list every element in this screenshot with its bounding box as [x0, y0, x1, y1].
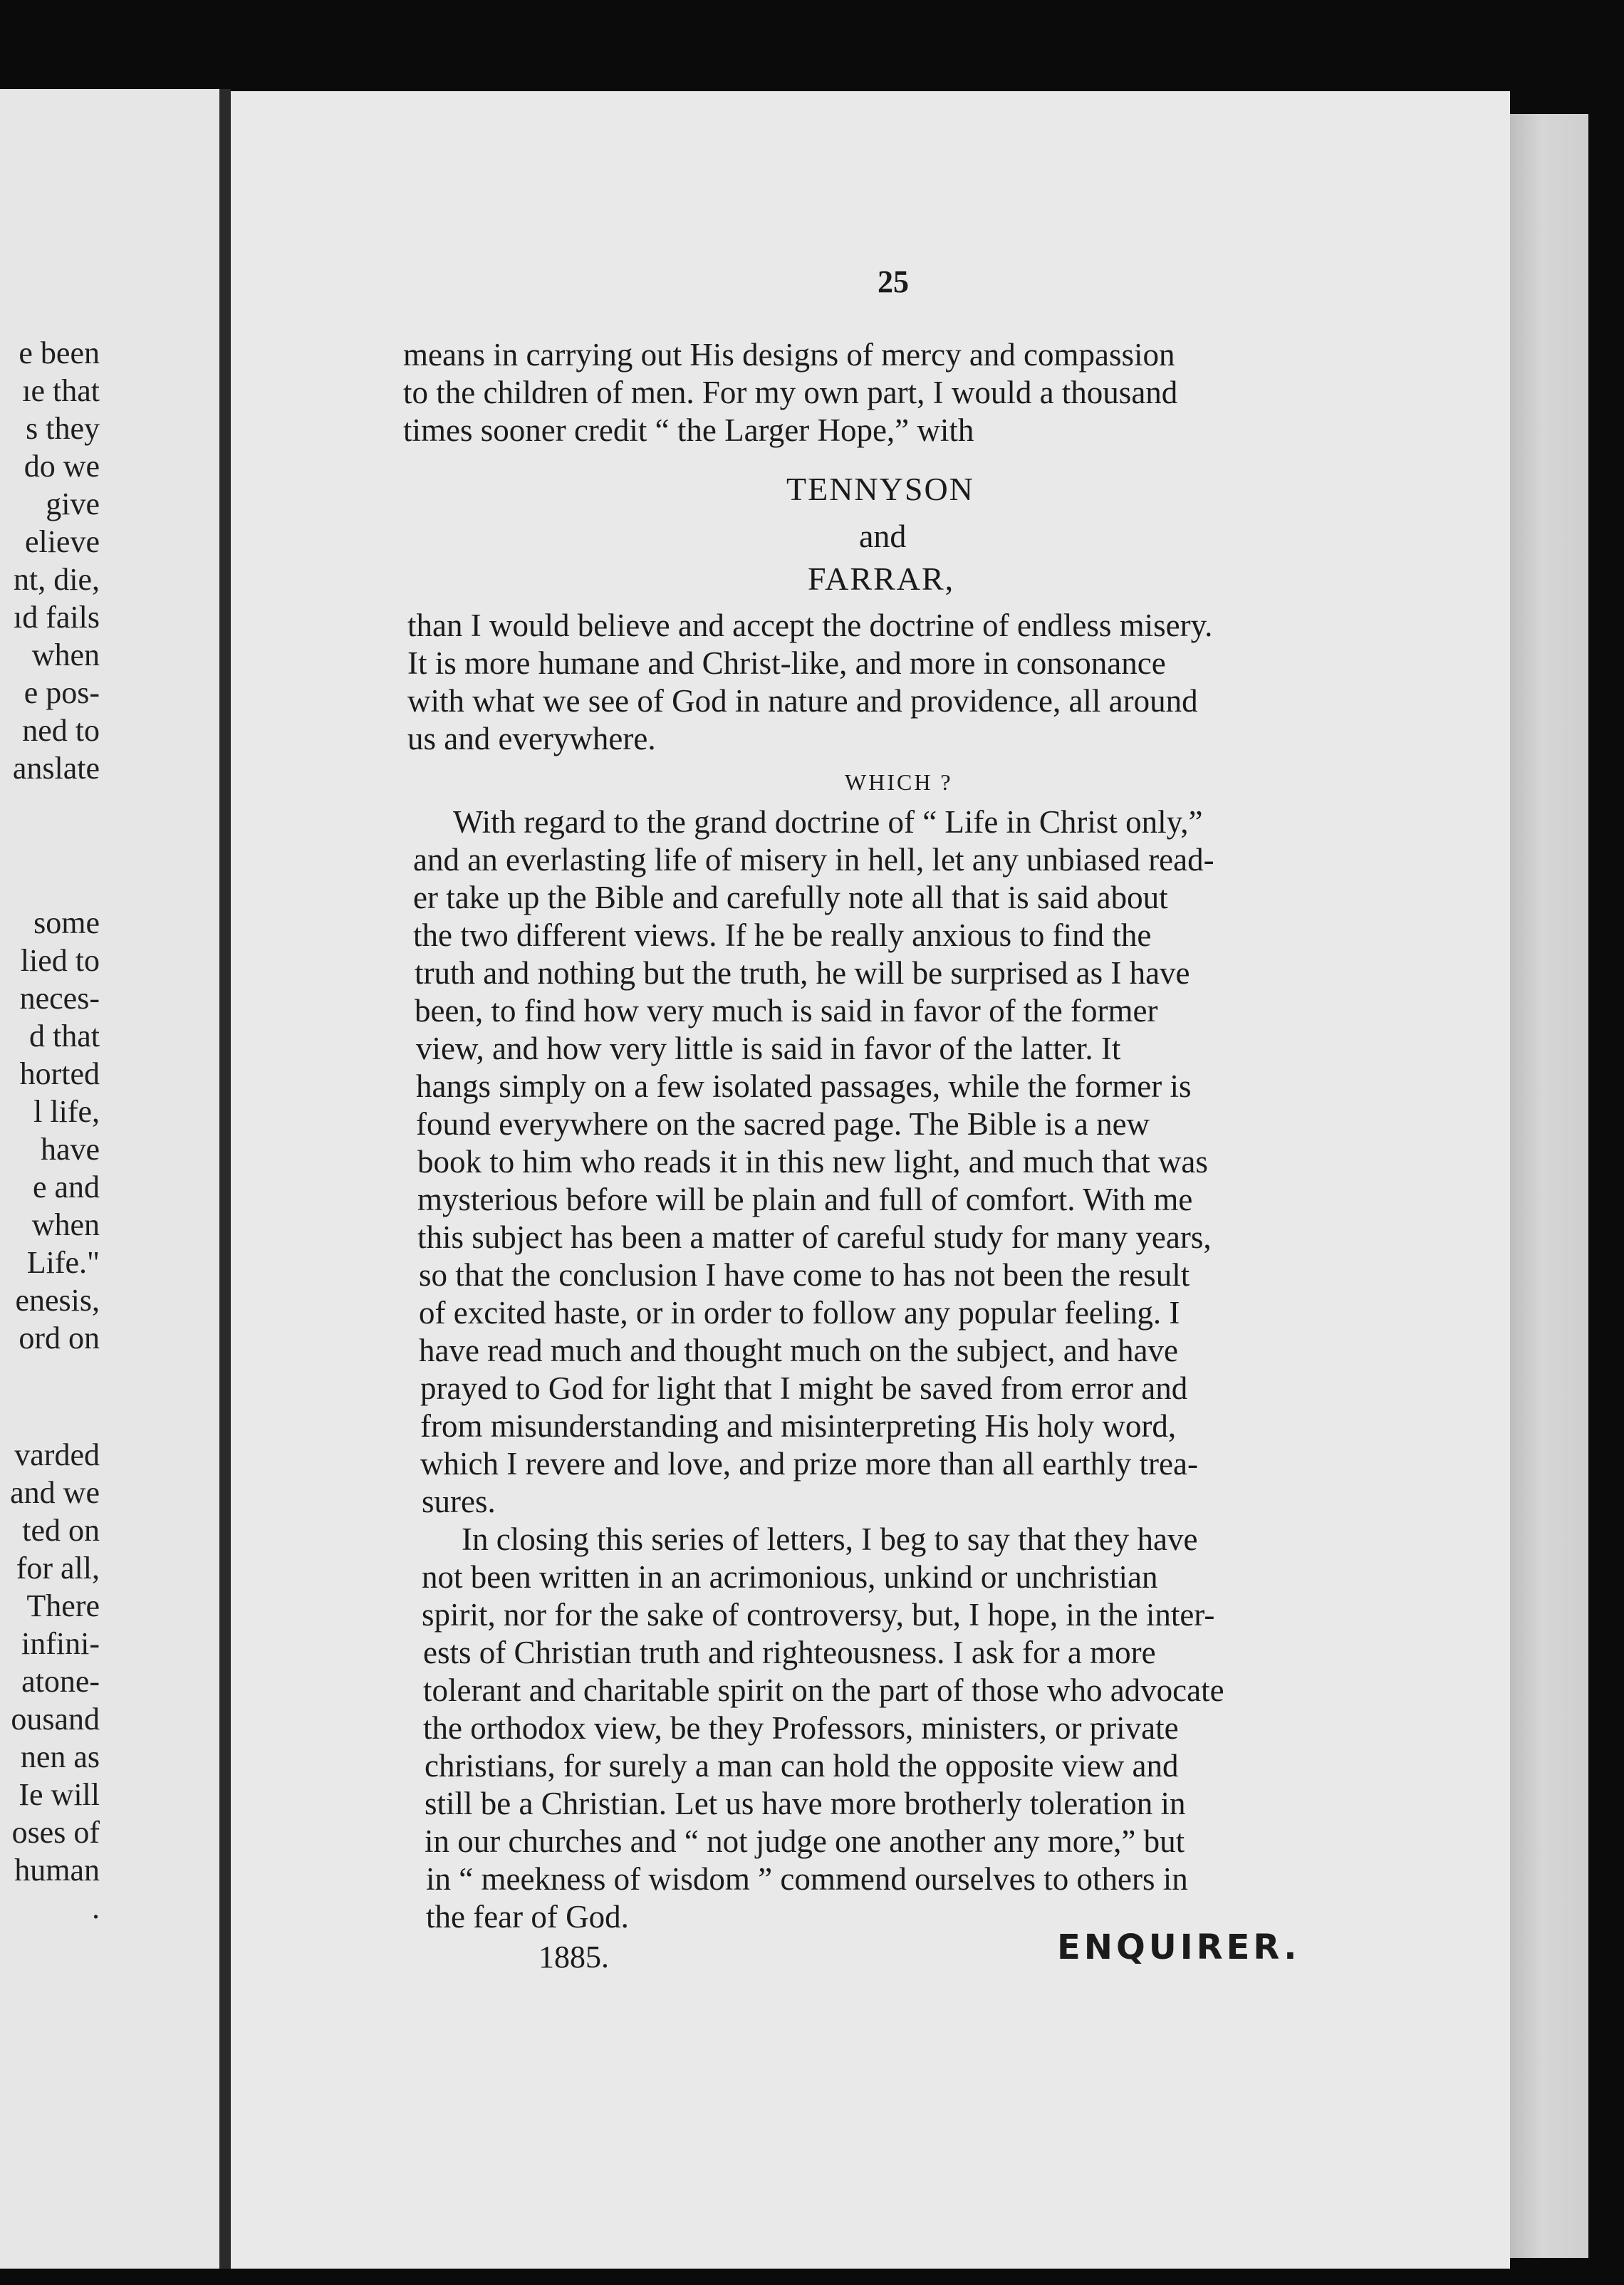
text-line: than I would believe and accept the doctrine of endless misery. [407, 608, 1213, 643]
margin-fragment: elieve [24, 524, 100, 559]
paragraph-line: er take up the Bible and carefully note all that is said about [413, 880, 1168, 915]
margin-fragment: ousand [11, 1702, 100, 1737]
text-line: It is more humane and Christ-like, and more in consonance [407, 645, 1166, 681]
margin-fragment: . [92, 1890, 100, 1925]
paragraph-line: have read much and thought much on the subject, and have [419, 1333, 1178, 1368]
margin-fragment: and we [10, 1475, 100, 1510]
margin-fragment: for all, [16, 1551, 100, 1586]
paragraph-line: so that the conclusion I have come to has not been the result [419, 1257, 1190, 1293]
paragraph-line: the two different views. If he be really anxious to find the [413, 917, 1152, 953]
margin-fragment: give [46, 486, 100, 521]
paragraph-line: been, to find how very much is said in favor of the former [415, 993, 1158, 1029]
page-number: 25 [878, 264, 909, 299]
name-farrar: FARRAR, [808, 561, 955, 597]
text-line: us and everywhere. [407, 721, 656, 756]
paragraph-line: still be a Christian. Let us have more brotherly toleration in [425, 1786, 1186, 1821]
margin-fragment: anslate [12, 751, 100, 786]
margin-fragment: s they [26, 411, 100, 446]
margin-fragment: horted [19, 1056, 100, 1091]
margin-fragment: nen as [20, 1739, 100, 1774]
paragraph-line: the fear of God. [426, 1899, 629, 1935]
paragraph-line: in our churches and “ not judge one another any more,” but [425, 1823, 1185, 1859]
page-edge-shadow [1510, 114, 1588, 2258]
paragraph-line: hangs simply on a few isolated passages, while the former is [416, 1068, 1192, 1104]
paragraph-line: truth and nothing but the truth, he will be surprised as I have [415, 955, 1190, 991]
paragraph-line: found everywhere on the sacred page. The Bible is a new [416, 1106, 1150, 1142]
margin-fragment: oses of [11, 1815, 100, 1850]
paragraph-line: mysterious before will be plain and full of comfort. With me [417, 1182, 1193, 1217]
binding-gutter [219, 89, 231, 2269]
text-line: to the children of men. For my own part, I would a thousand [403, 375, 1178, 410]
margin-fragment: l life, [33, 1094, 100, 1129]
margin-fragment: enesis, [15, 1283, 100, 1318]
margin-fragment: nt, die, [14, 562, 100, 597]
margin-fragment: e and [32, 1170, 100, 1204]
paragraph-line: book to him who reads it in this new light, and much that was [417, 1144, 1208, 1180]
text-line: means in carrying out His designs of mercy and compassion [403, 337, 1175, 373]
margin-fragment: There [26, 1588, 100, 1623]
closing-year: 1885. [538, 1940, 609, 1974]
margin-fragment: d that [29, 1019, 100, 1053]
margin-fragment: ord on [19, 1321, 100, 1355]
margin-fragment: varded [14, 1437, 100, 1472]
margin-fragment: lied to [20, 943, 100, 978]
paragraph-line: this subject has been a matter of careful study for many years, [417, 1219, 1212, 1255]
margin-fragment: do we [24, 449, 100, 484]
margin-fragment: ned to [22, 713, 100, 748]
signature: ENQUIRER. [1057, 1927, 1301, 1967]
paragraph-line: view, and how very little is said in favor of the latter. It [416, 1031, 1121, 1066]
margin-fragment: atone- [21, 1664, 100, 1699]
margin-fragment: when [31, 637, 100, 672]
paragraph-line: christians, for surely a man can hold the opposite view and [425, 1748, 1179, 1784]
paragraph-line: sures. [422, 1484, 496, 1519]
paragraph-line: With regard to the grand doctrine of “ Life in Christ only,” [453, 804, 1203, 840]
name-tennyson: TENNYSON [786, 471, 974, 507]
paragraph-line: spirit, nor for the sake of controversy, but, I hope, in the inter- [422, 1597, 1215, 1633]
paragraph-line: In closing this series of letters, I beg to say that they have [462, 1521, 1198, 1557]
margin-fragment: ıd fails [14, 600, 100, 635]
margin-fragment: neces- [19, 981, 100, 1016]
name-conjunction: and [859, 518, 907, 554]
paragraph-line: ests of Christian truth and righteousness. I ask for a more [423, 1635, 1156, 1670]
paragraph-line: and an everlasting life of misery in hell, let any unbiased read- [413, 842, 1214, 878]
paragraph-line: which I revere and love, and prize more than all earthly trea- [420, 1446, 1198, 1482]
margin-fragment: infini- [21, 1626, 100, 1661]
text-line: times sooner credit “ the Larger Hope,” with [403, 412, 974, 448]
paragraph-line: prayed to God for light that I might be saved from error and [420, 1370, 1188, 1406]
paragraph-line: not been written in an acrimonious, unkind or unchristian [422, 1559, 1158, 1595]
margin-fragment: e been [19, 335, 100, 370]
margin-fragment: Ie will [19, 1777, 100, 1812]
paragraph-line: of excited haste, or in order to follow any popular feeling. I [419, 1295, 1180, 1331]
paragraph-line: in “ meekness of wisdom ” commend ourselves to others in [426, 1861, 1188, 1897]
margin-fragment: have [40, 1132, 100, 1167]
margin-fragment: Life." [26, 1245, 100, 1280]
section-heading: WHICH ? [845, 769, 953, 795]
margin-fragment: e pos- [24, 675, 100, 710]
text-line: with what we see of God in nature and providence, all around [407, 683, 1198, 719]
margin-fragment: some [33, 905, 100, 940]
margin-fragment: ıe that [22, 373, 100, 408]
paragraph-line: the orthodox view, be they Professors, ministers, or private [423, 1710, 1179, 1746]
paragraph-line: tolerant and charitable spirit on the part of those who advocate [423, 1672, 1224, 1708]
paragraph-line: from misunderstanding and misinterpreting His holy word, [420, 1408, 1177, 1444]
margin-fragment: when [31, 1207, 100, 1242]
margin-fragment: human [14, 1853, 100, 1888]
margin-fragment: ted on [22, 1513, 100, 1548]
